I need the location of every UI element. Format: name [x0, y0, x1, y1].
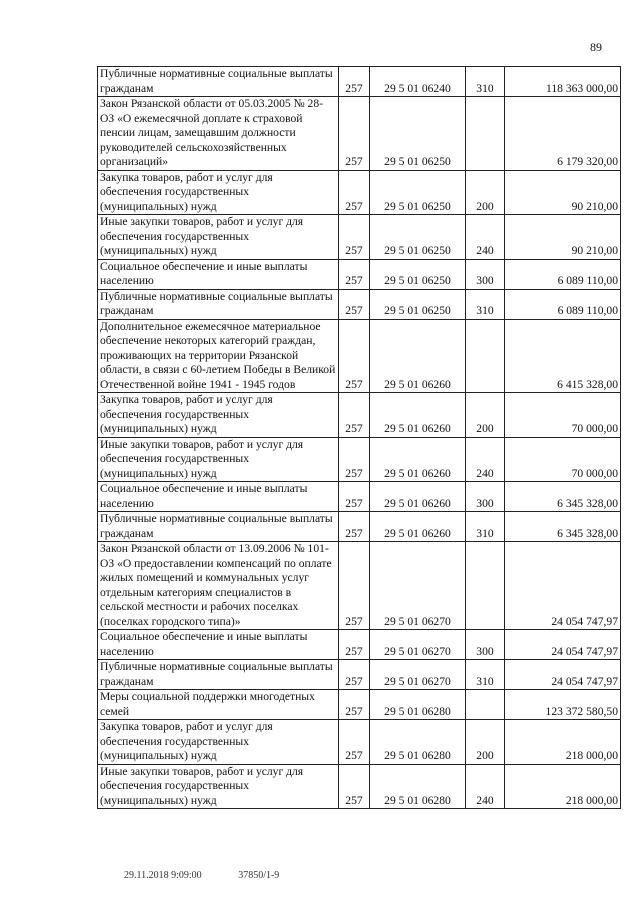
- row-target-article: 29 5 01 06250: [370, 97, 466, 171]
- row-sum: 6 089 110,00: [505, 259, 621, 289]
- table-row: [98, 97, 621, 171]
- row-sum: 70 000,00: [505, 437, 621, 482]
- row-target-article: 29 5 01 06270: [370, 630, 466, 660]
- row-target-article: 29 5 01 06260: [370, 393, 466, 438]
- row-ministry: 257: [339, 289, 370, 319]
- row-target-article: 29 5 01 06250: [370, 170, 466, 215]
- row-ministry: 257: [339, 720, 370, 765]
- budget-table-body: [98, 67, 621, 809]
- row-expense-type: 310: [466, 512, 505, 542]
- row-sum: 6 179 320,00: [505, 97, 621, 171]
- row-expense-type: [466, 542, 505, 630]
- row-target-article: 29 5 01 06250: [370, 289, 466, 319]
- row-sum: 24 054 747,97: [505, 542, 621, 630]
- row-expense-type: 300: [466, 630, 505, 660]
- row-ministry: 257: [339, 512, 370, 542]
- row-target-article: 29 5 01 06240: [370, 67, 466, 97]
- row-expense-type: 310: [466, 289, 505, 319]
- row-sum: 90 210,00: [505, 170, 621, 215]
- row-target-article: 29 5 01 06260: [370, 512, 466, 542]
- row-target-article: 29 5 01 06250: [370, 215, 466, 260]
- row-name: Закон Рязанской области от 13.09.2006 № 101-ОЗ «О предоставлении компенсаций по оплате жилых помещений и коммунальных услуг отдельным категориям специалистов в сельской местности и рабочих поселках (поселках городского типа)»: [98, 542, 339, 630]
- row-name: Социальное обеспечение и иные выплаты населению: [98, 259, 339, 289]
- row-name: Иные закупки товаров, работ и услуг для обеспечения государственных (муниципальных) нужд: [98, 215, 339, 260]
- row-name: Социальное обеспечение и иные выплаты населению: [98, 630, 339, 660]
- row-name: Публичные нормативные социальные выплаты гражданам: [98, 67, 339, 97]
- page-number: 89: [590, 40, 602, 54]
- row-sum: 24 054 747,97: [505, 660, 621, 690]
- table-row: [98, 690, 621, 720]
- row-ministry: 257: [339, 660, 370, 690]
- table-row: [98, 259, 621, 289]
- footer: [124, 870, 279, 881]
- row-name: Закон Рязанской области от 05.03.2005 № 28-ОЗ «О ежемесячной доплате к страховой пенсии лицам, замещавшим должности руководителей сельскохозяйственных организаций»: [98, 97, 339, 171]
- table-row: [98, 542, 621, 630]
- footer-doc-code: 37850/1-9: [238, 870, 280, 881]
- table-row: [98, 289, 621, 319]
- table-row: [98, 319, 621, 393]
- row-expense-type: [466, 319, 505, 393]
- table-row: [98, 660, 621, 690]
- row-ministry: 257: [339, 259, 370, 289]
- row-ministry: 257: [339, 97, 370, 171]
- row-name: Иные закупки товаров, работ и услуг для обеспечения государственных (муниципальных) нужд: [98, 764, 339, 809]
- row-ministry: 257: [339, 482, 370, 512]
- row-target-article: 29 5 01 06270: [370, 542, 466, 630]
- row-sum: 118 363 000,00: [505, 67, 621, 97]
- row-sum: 6 345 328,00: [505, 512, 621, 542]
- row-expense-type: 200: [466, 720, 505, 765]
- row-sum: 123 372 580,50: [505, 690, 621, 720]
- table-row: [98, 67, 621, 97]
- row-expense-type: 310: [466, 67, 505, 97]
- row-sum: 6 345 328,00: [505, 482, 621, 512]
- budget-table: [97, 66, 621, 809]
- row-sum: 218 000,00: [505, 720, 621, 765]
- row-target-article: 29 5 01 06270: [370, 660, 466, 690]
- row-name: Публичные нормативные социальные выплаты гражданам: [98, 660, 339, 690]
- row-ministry: 257: [339, 437, 370, 482]
- table-row: [98, 482, 621, 512]
- row-target-article: 29 5 01 06260: [370, 319, 466, 393]
- row-expense-type: 240: [466, 437, 505, 482]
- row-sum: 6 089 110,00: [505, 289, 621, 319]
- row-expense-type: 240: [466, 764, 505, 809]
- row-target-article: 29 5 01 06260: [370, 437, 466, 482]
- row-expense-type: 310: [466, 660, 505, 690]
- row-name: Меры социальной поддержки многодетных семей: [98, 690, 339, 720]
- row-sum: 70 000,00: [505, 393, 621, 438]
- table-row: [98, 393, 621, 438]
- table-row: [98, 630, 621, 660]
- table-row: [98, 170, 621, 215]
- row-name: Иные закупки товаров, работ и услуг для обеспечения государственных (муниципальных) нужд: [98, 437, 339, 482]
- row-target-article: 29 5 01 06280: [370, 720, 466, 765]
- row-sum: 218 000,00: [505, 764, 621, 809]
- table-row: [98, 437, 621, 482]
- row-ministry: 257: [339, 690, 370, 720]
- row-expense-type: 200: [466, 170, 505, 215]
- row-expense-type: [466, 690, 505, 720]
- footer-timestamp: 29.11.2018 9:09:00: [124, 870, 202, 881]
- table-row: [98, 512, 621, 542]
- row-sum: 6 415 328,00: [505, 319, 621, 393]
- row-ministry: 257: [339, 67, 370, 97]
- table-row: [98, 764, 621, 809]
- row-sum: 24 054 747,97: [505, 630, 621, 660]
- table-row: [98, 215, 621, 260]
- row-ministry: 257: [339, 393, 370, 438]
- row-expense-type: 300: [466, 482, 505, 512]
- row-expense-type: [466, 97, 505, 171]
- row-name: Публичные нормативные социальные выплаты гражданам: [98, 512, 339, 542]
- row-ministry: 257: [339, 542, 370, 630]
- row-ministry: 257: [339, 764, 370, 809]
- row-expense-type: 240: [466, 215, 505, 260]
- row-target-article: 29 5 01 06260: [370, 482, 466, 512]
- row-ministry: 257: [339, 215, 370, 260]
- row-ministry: 257: [339, 170, 370, 215]
- row-name: Социальное обеспечение и иные выплаты населению: [98, 482, 339, 512]
- row-expense-type: 300: [466, 259, 505, 289]
- row-ministry: 257: [339, 319, 370, 393]
- row-name: Дополнительное ежемесячное материальное обеспечение некоторых категорий граждан, проживающих на территории Рязанской области, в связи с 60-летием Победы в Великой Отечественной войне 1941 - 1945 годов: [98, 319, 339, 393]
- row-sum: 90 210,00: [505, 215, 621, 260]
- row-name: Публичные нормативные социальные выплаты гражданам: [98, 289, 339, 319]
- row-name: Закупка товаров, работ и услуг для обеспечения государственных (муниципальных) нужд: [98, 393, 339, 438]
- row-target-article: 29 5 01 06280: [370, 764, 466, 809]
- row-name: Закупка товаров, работ и услуг для обеспечения государственных (муниципальных) нужд: [98, 720, 339, 765]
- row-name: Закупка товаров, работ и услуг для обеспечения государственных (муниципальных) нужд: [98, 170, 339, 215]
- row-ministry: 257: [339, 630, 370, 660]
- row-target-article: 29 5 01 06250: [370, 259, 466, 289]
- row-target-article: 29 5 01 06280: [370, 690, 466, 720]
- table-row: [98, 720, 621, 765]
- row-expense-type: 200: [466, 393, 505, 438]
